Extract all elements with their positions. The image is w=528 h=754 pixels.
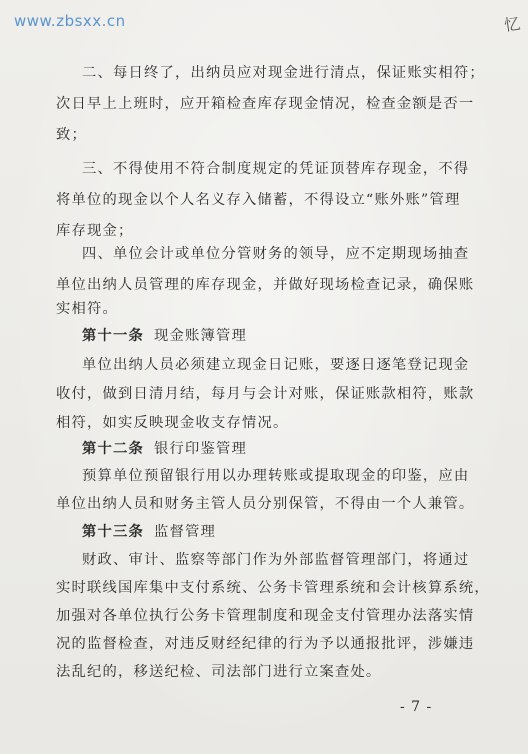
article-heading <box>82 440 247 458</box>
article-number: 第十一条 <box>82 328 144 344</box>
paragraph-line: 实时联线国库集中支付系统、公务卡管理系统和会计核算系统， <box>56 580 490 596</box>
paragraph-line: 三、不得使用不符合制度规定的凭证顶替库存现金，不得 <box>82 161 470 177</box>
paragraph-line: 二、每日终了，出纳员应对现金进行清点，保证账实相符； <box>82 65 485 81</box>
article-heading <box>82 523 216 541</box>
paragraph-line: 法乱纪的，移送纪检、司法部门进行立案查处。 <box>56 664 382 680</box>
article-number: 第十三条 <box>82 524 144 540</box>
paragraph-line: 加强对各单位执行公务卡管理制度和现金支付管理办法落实情 <box>56 608 475 624</box>
paragraph-line: 况的监督检查，对违反财经纪律的行为予以通报批评，涉嫌违 <box>56 636 475 652</box>
paragraph-line: 财政、审计、监察等部门作为外部监督管理部门，将通过 <box>82 552 470 568</box>
article-number: 第十二条 <box>82 441 144 457</box>
page-number: - 7 - <box>400 699 433 715</box>
paragraph-line: 库存现金； <box>56 223 134 239</box>
paragraph-line: 四、单位会计或单位分管财务的领导，应不定期现场抽查 <box>82 246 470 262</box>
paragraph-line: 次日早上上班时，应开箱检查库存现金情况，检查金额是否一 <box>56 96 475 112</box>
paragraph-line: 收付，做到日清月结，每月与会计对账，保证账款相符，账款 <box>56 386 475 402</box>
paragraph-line: 单位出纳人员和财务主管人员分别保管，不得由一个人兼管。 <box>56 496 475 512</box>
paragraph-line: 预算单位预留银行用以办理转账或提取现金的印鉴，应由 <box>82 468 470 484</box>
article-heading <box>82 327 247 345</box>
paragraph-line: 将单位的现金以个人名义存入储蓄，不得设立“账外账”管理 <box>56 192 461 208</box>
paragraph-line: 单位出纳人员管理的库存现金，并做好现场检查记录，确保账 <box>56 277 475 293</box>
watermark-text: www.zbsxx.cn <box>14 12 126 30</box>
article-title: 现金账簿管理 <box>154 328 247 344</box>
paragraph-line: 实相符。 <box>56 301 118 317</box>
paragraph-line: 致； <box>56 127 87 143</box>
paragraph-line: 相符，如实反映现金收支存情况。 <box>56 415 289 431</box>
article-title: 监督管理 <box>154 524 216 540</box>
article-title: 银行印鉴管理 <box>154 441 247 457</box>
paragraph-line: 单位出纳人员必须建立现金日记账，要逐日逐笔登记现金 <box>82 357 470 373</box>
handwritten-mark: 忆 <box>502 13 522 36</box>
